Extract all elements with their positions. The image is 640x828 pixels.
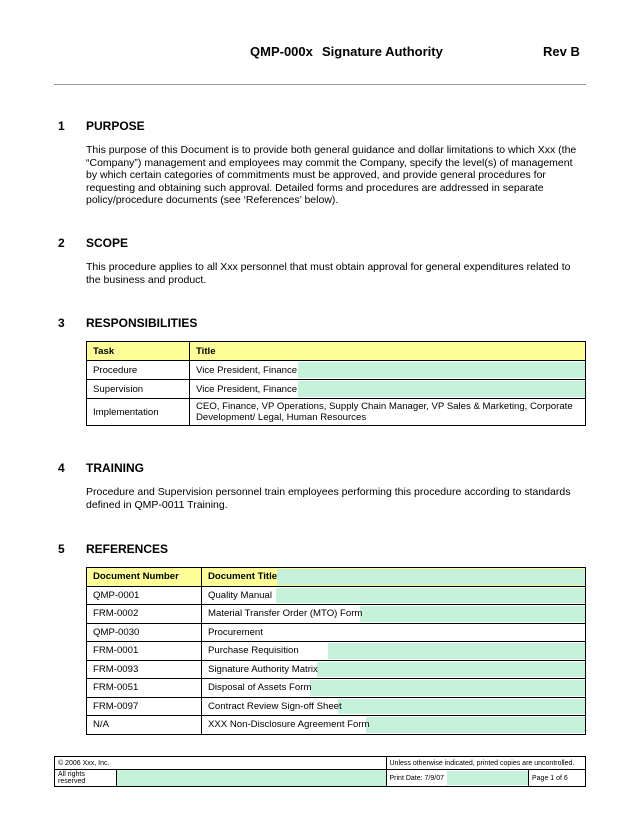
footer-highlight <box>117 770 387 787</box>
document-title-cell <box>202 586 586 605</box>
document-title-text: Signature Authority Matrix <box>208 663 318 675</box>
table-header-row <box>87 342 586 361</box>
document-number-cell: FRM-0093 <box>87 660 202 679</box>
section-title-purpose: PURPOSE <box>86 119 145 133</box>
revision-label: Rev B <box>543 44 580 59</box>
document-title-cell <box>202 660 586 679</box>
responsibilities-table <box>86 341 586 426</box>
column-header-document-number: Document Number <box>87 568 202 587</box>
document-number-cell: QMP-0030 <box>87 623 202 642</box>
task-cell: Procedure <box>87 361 190 380</box>
column-header-title: Title <box>190 342 586 361</box>
table-row <box>87 361 586 380</box>
highlight-bar <box>317 662 585 678</box>
highlight-bar <box>298 381 585 397</box>
section-title-training: TRAINING <box>86 461 144 475</box>
document-number-cell: N/A <box>87 716 202 735</box>
copyright: © 2006 Xxx, Inc. <box>55 757 387 770</box>
column-header-document-title <box>202 568 586 587</box>
section-number: 4 <box>58 461 65 475</box>
header-divider <box>54 84 586 85</box>
page-footer <box>54 756 586 787</box>
section-number: 5 <box>58 542 65 556</box>
highlight-bar <box>310 680 585 696</box>
table-row <box>87 605 586 624</box>
table-row <box>87 623 586 642</box>
highlight-bar <box>366 717 585 733</box>
document-title-cell <box>202 716 586 735</box>
document-number-cell: FRM-0002 <box>87 605 202 624</box>
page-number: Page 1 of 6 <box>529 770 586 787</box>
task-cell: Supervision <box>87 380 190 399</box>
highlight-bar <box>447 771 529 785</box>
uncontrolled-notice: Unless otherwise indicated, printed copies are uncontrolled. <box>386 757 586 770</box>
highlight-bar <box>298 362 585 378</box>
table-row <box>87 716 586 735</box>
title-cell <box>190 361 586 380</box>
document-title: Signature Authority <box>322 44 443 59</box>
highlight-bar <box>276 588 585 604</box>
table-row <box>87 586 586 605</box>
print-date <box>386 770 529 787</box>
section-title-responsibilities: RESPONSIBILITIES <box>86 316 198 330</box>
document-number-cell: FRM-0051 <box>87 679 202 698</box>
references-table <box>86 567 586 735</box>
table-row <box>87 380 586 399</box>
document-title-text: Material Transfer Order (MTO) Form <box>208 608 363 620</box>
document-title-cell <box>202 697 586 716</box>
section-number: 1 <box>58 119 65 133</box>
title-cell-text: Vice President, Finance <box>196 364 298 376</box>
footer-row <box>55 770 586 787</box>
rights-reserved: All rights reserved <box>55 770 117 787</box>
table-row <box>87 399 586 426</box>
document-number-cell: FRM-0097 <box>87 697 202 716</box>
highlight-bar <box>328 643 585 659</box>
document-title-text: Disposal of Assets Form <box>208 682 312 694</box>
highlight-bar <box>277 569 585 585</box>
document-number-cell: FRM-0001 <box>87 642 202 661</box>
document-title-cell: Procurement <box>202 623 586 642</box>
highlight-bar <box>338 699 585 715</box>
document-title-cell <box>202 679 586 698</box>
column-header-document-title-text: Document Title <box>208 571 278 583</box>
document-title-text: Purchase Requisition <box>208 645 299 657</box>
print-date-text: Print Date: 7/9/07 <box>389 774 444 782</box>
document-title-cell <box>202 642 586 661</box>
column-header-task: Task <box>87 342 190 361</box>
purpose-text: This purpose of this Document is to provide both general guidance and dollar limitations to which Xxx (the “Company”) management and employees may commit the Company, specify the level(s) of management by which certain categories of commitments must be approved, and provide general procedures for requesting and obtaining such approval. Detailed forms and procedures are addressed in separate policy/procedure documents (see ‘References’ below). <box>86 144 577 206</box>
task-cell: Implementation <box>87 399 190 426</box>
section-title-scope: SCOPE <box>86 236 129 250</box>
footer-row <box>55 757 586 770</box>
document-title-text: Contract Review Sign-off Sheet <box>208 700 342 712</box>
table-row <box>87 697 586 716</box>
scope-text: This procedure applies to all Xxx personnel that must obtain approval for general expenditures related to the business and product. <box>86 261 571 286</box>
table-header-row <box>87 568 586 587</box>
highlight-bar <box>360 606 585 622</box>
document-title-text: XXX Non-Disclosure Agreement Form <box>208 719 370 731</box>
table-row <box>87 679 586 698</box>
document-title-cell <box>202 605 586 624</box>
section-number: 2 <box>58 236 65 250</box>
section-title-references: REFERENCES <box>86 542 169 556</box>
document-title-text: Quality Manual <box>208 589 272 601</box>
title-cell <box>190 380 586 399</box>
document-number-cell: QMP-0001 <box>87 586 202 605</box>
title-cell: CEO, Finance, VP Operations, Supply Chain Manager, VP Sales & Marketing, Corporate Development/ Legal, Human Resources <box>190 399 586 426</box>
table-row <box>87 642 586 661</box>
section-number: 3 <box>58 316 65 330</box>
training-text: Procedure and Supervision personnel train employees performing this procedure according to standards defined in QMP-0011 Training. <box>86 486 571 511</box>
table-row <box>87 660 586 679</box>
document-id: QMP-000x <box>250 44 313 59</box>
page-header <box>0 44 640 64</box>
title-cell-text: Vice President, Finance <box>196 383 298 395</box>
